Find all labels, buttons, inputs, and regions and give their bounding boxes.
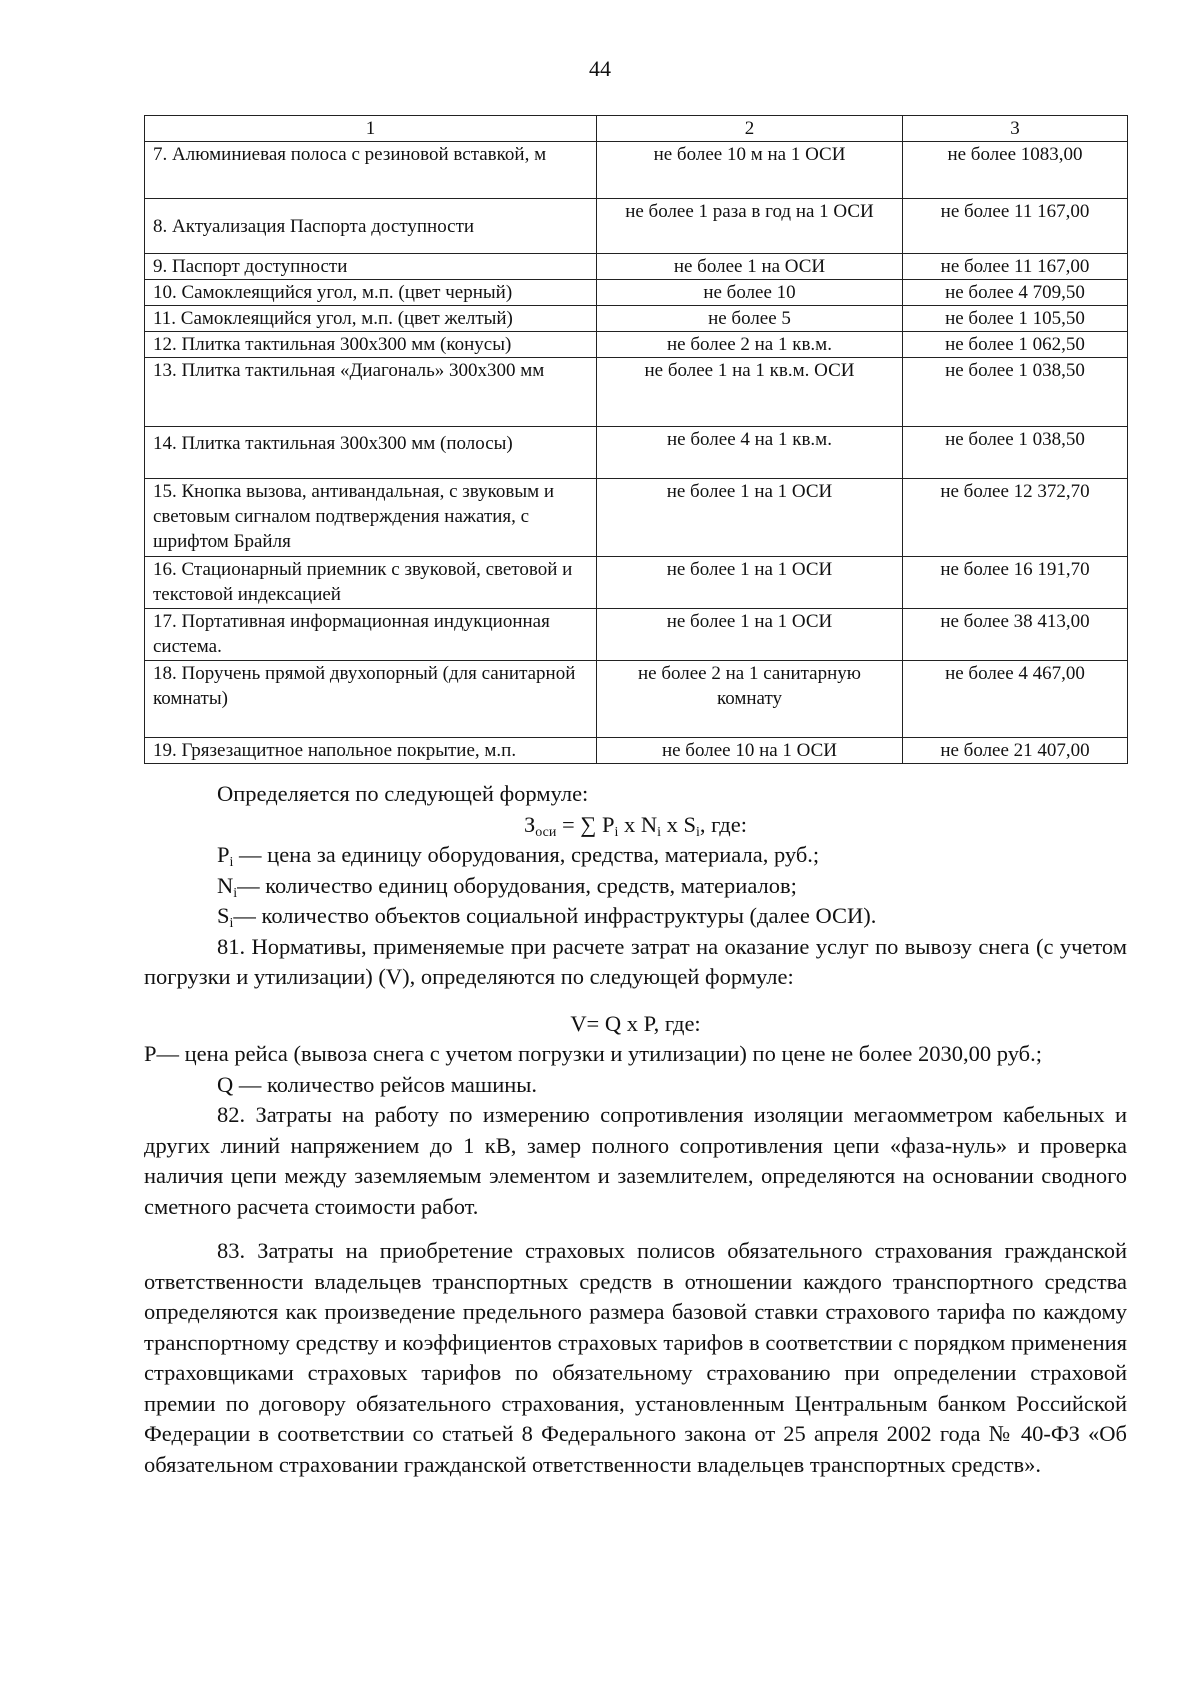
table-row [145, 427, 1128, 479]
item-name-cell: 12. Плитка тактильная 300x300 мм (конусы) [145, 332, 597, 358]
price-cell: не более 11 167,00 [903, 199, 1128, 254]
definition-text: — количество объектов социальной инфраструктуры (далее ОСИ). [233, 903, 877, 928]
table-header-row [145, 116, 1128, 142]
price-cell: не более 1083,00 [903, 142, 1128, 199]
table-row [145, 557, 1128, 609]
price-cell: не более 12 372,70 [903, 479, 1128, 557]
item-name-cell: 8. Актуализация Паспорта доступности [145, 199, 597, 254]
page-number: 44 [589, 56, 611, 81]
limit-cell: не более 10 на 1 ОСИ [597, 738, 903, 764]
formula-rhs-part: x S [661, 811, 697, 837]
limit-cell: не более 10 м на 1 ОСИ [597, 142, 903, 199]
table-row [145, 609, 1128, 661]
limit-cell: не более 2 на 1 санитарную комнату [597, 661, 903, 738]
definition-text: — количество единиц оборудования, средств, материалов; [237, 872, 797, 898]
column-header: 3 [903, 116, 1128, 142]
table-row [145, 661, 1128, 738]
cost-formula [144, 810, 1127, 841]
definition-trip-price: P— цена рейса (вывоза снега с учетом погрузки и утилизации) по цене не более 2030,00 руб.; [144, 1041, 1043, 1066]
formula-index: i [696, 824, 700, 840]
formula-index: i [229, 855, 234, 870]
formula-rhs-part: = ∑ P [556, 811, 615, 837]
formula-rhs-part: x N [618, 811, 658, 837]
item-name-cell: 13. Плитка тактильная «Диагональ» 300x300 мм [145, 358, 597, 427]
table-row [145, 738, 1128, 764]
limit-cell: не более 1 раза в год на 1 ОСИ [597, 199, 903, 254]
paragraph-81: 81. Нормативы, применяемые при расчете затрат на оказание услуг по вывозу снега (с учетом погрузки и утилизации) (V), определяются по следующей формуле: [144, 933, 1127, 989]
limit-cell: не более 4 на 1 кв.м. [597, 427, 903, 479]
table-row [145, 358, 1128, 427]
formula-rhs-part: , где: [699, 811, 747, 837]
limit-cell: не более 2 на 1 кв.м. [597, 332, 903, 358]
item-name-cell: 18. Поручень прямой двухопорный (для санитарной комнаты) [145, 661, 597, 738]
limit-cell: не более 10 [597, 280, 903, 306]
table-row [145, 142, 1128, 199]
formula-index: i [657, 824, 662, 840]
formula-index: i [233, 885, 238, 901]
item-name-cell: 17. Портативная информационная индукционная система. [145, 609, 597, 661]
price-cell: не более 21 407,00 [903, 738, 1128, 764]
formula-intro: Определяется по следующей формуле: [217, 781, 589, 806]
definition-text: — цена за единицу оборудования, средства, материала, руб.; [233, 842, 820, 867]
table-row [145, 332, 1128, 358]
price-cell: не более 4 709,50 [903, 280, 1128, 306]
formula-v: V= Q x P, где: [570, 1010, 701, 1036]
body-text [144, 779, 1127, 1480]
limit-cell: не более 1 на ОСИ [597, 254, 903, 280]
formula-index: i [229, 916, 234, 931]
limit-cell: не более 1 на 1 ОСИ [597, 479, 903, 557]
limit-cell: не более 1 на 1 кв.м. ОСИ [597, 358, 903, 427]
item-name-cell: 14. Плитка тактильная 300x300 мм (полосы) [145, 427, 597, 479]
item-name-cell: 15. Кнопка вызова, антивандальная, с звуковым и световым сигналом подтверждения нажатия, с шрифтом Брайля [145, 479, 597, 557]
price-cell: не более 11 167,00 [903, 254, 1128, 280]
item-name-cell: 11. Самоклеящийся угол, м.п. (цвет желтый) [145, 306, 597, 332]
paragraph-83: 83. Затраты на приобретение страховых полисов обязательного страхования гражданской ответственности владельцев транспортных средств в отношении каждого транспортного средства определяются как произведение предельного размера базовой ставки страхового тарифа по каждому транспортному средству и коэффициентов страховых тарифов в соответствии с порядком применения страховщиками страховых тарифов по обязательному страхованию при определении страховой премии по договору обязательного страхования, установленным Центральным банком Российской Федерации в соответствии со статьей 8 Федерального закона от 25 апреля 2002 года № 40-ФЗ «Об обязательном страховании гражданской ответственности владельцев транспортных средств». [144, 1238, 1127, 1477]
price-cell: не более 38 413,00 [903, 609, 1128, 661]
price-cell: не более 1 038,50 [903, 358, 1128, 427]
price-cell: не более 1 038,50 [903, 427, 1128, 479]
definition-objects [144, 901, 1127, 932]
table-row [145, 254, 1128, 280]
item-name-cell: 16. Стационарный приемник с звуковой, световой и текстовой индексацией [145, 557, 597, 609]
paragraph-82: 82. Затраты на работу по измерению сопротивления изоляции мегаомметром кабельных и других линий напряжением до 1 кВ, замер полного сопротивления цепи «фаза-нуль» и проверка наличия цепи между заземляемым элементом и заземлителем, определяются на основании сводного сметного расчета стоимости работ. [144, 1102, 1127, 1219]
formula-index: i [614, 824, 619, 840]
column-header: 2 [597, 116, 903, 142]
price-cell: не более 16 191,70 [903, 557, 1128, 609]
table-row [145, 280, 1128, 306]
price-cell: не более 1 062,50 [903, 332, 1128, 358]
formula-lhs-subscript: оси [535, 824, 557, 840]
definition-price [144, 840, 1127, 871]
price-cell: не более 1 105,50 [903, 306, 1128, 332]
item-name-cell: 9. Паспорт доступности [145, 254, 597, 280]
item-name-cell: 7. Алюминиевая полоса с резиновой вставкой, м [145, 142, 597, 199]
symbol-n: N [217, 872, 234, 898]
table-row [145, 199, 1128, 254]
column-header: 1 [145, 116, 597, 142]
symbol-s: S [217, 903, 230, 928]
definition-quantity [144, 871, 1127, 902]
limit-cell: не более 1 на 1 ОСИ [597, 557, 903, 609]
item-name-cell: 19. Грязезащитное напольное покрытие, м.п. [145, 738, 597, 764]
item-name-cell: 10. Самоклеящийся угол, м.п. (цвет черный) [145, 280, 597, 306]
table-row [145, 306, 1128, 332]
price-cell: не более 4 467,00 [903, 661, 1128, 738]
limit-cell: не более 5 [597, 306, 903, 332]
table-row [145, 479, 1128, 557]
definition-trip-count: Q — количество рейсов машины. [217, 1071, 538, 1097]
symbol-p: P [217, 842, 230, 867]
tariff-table [144, 115, 1128, 764]
formula-lhs: З [524, 811, 536, 837]
limit-cell: не более 1 на 1 ОСИ [597, 609, 903, 661]
